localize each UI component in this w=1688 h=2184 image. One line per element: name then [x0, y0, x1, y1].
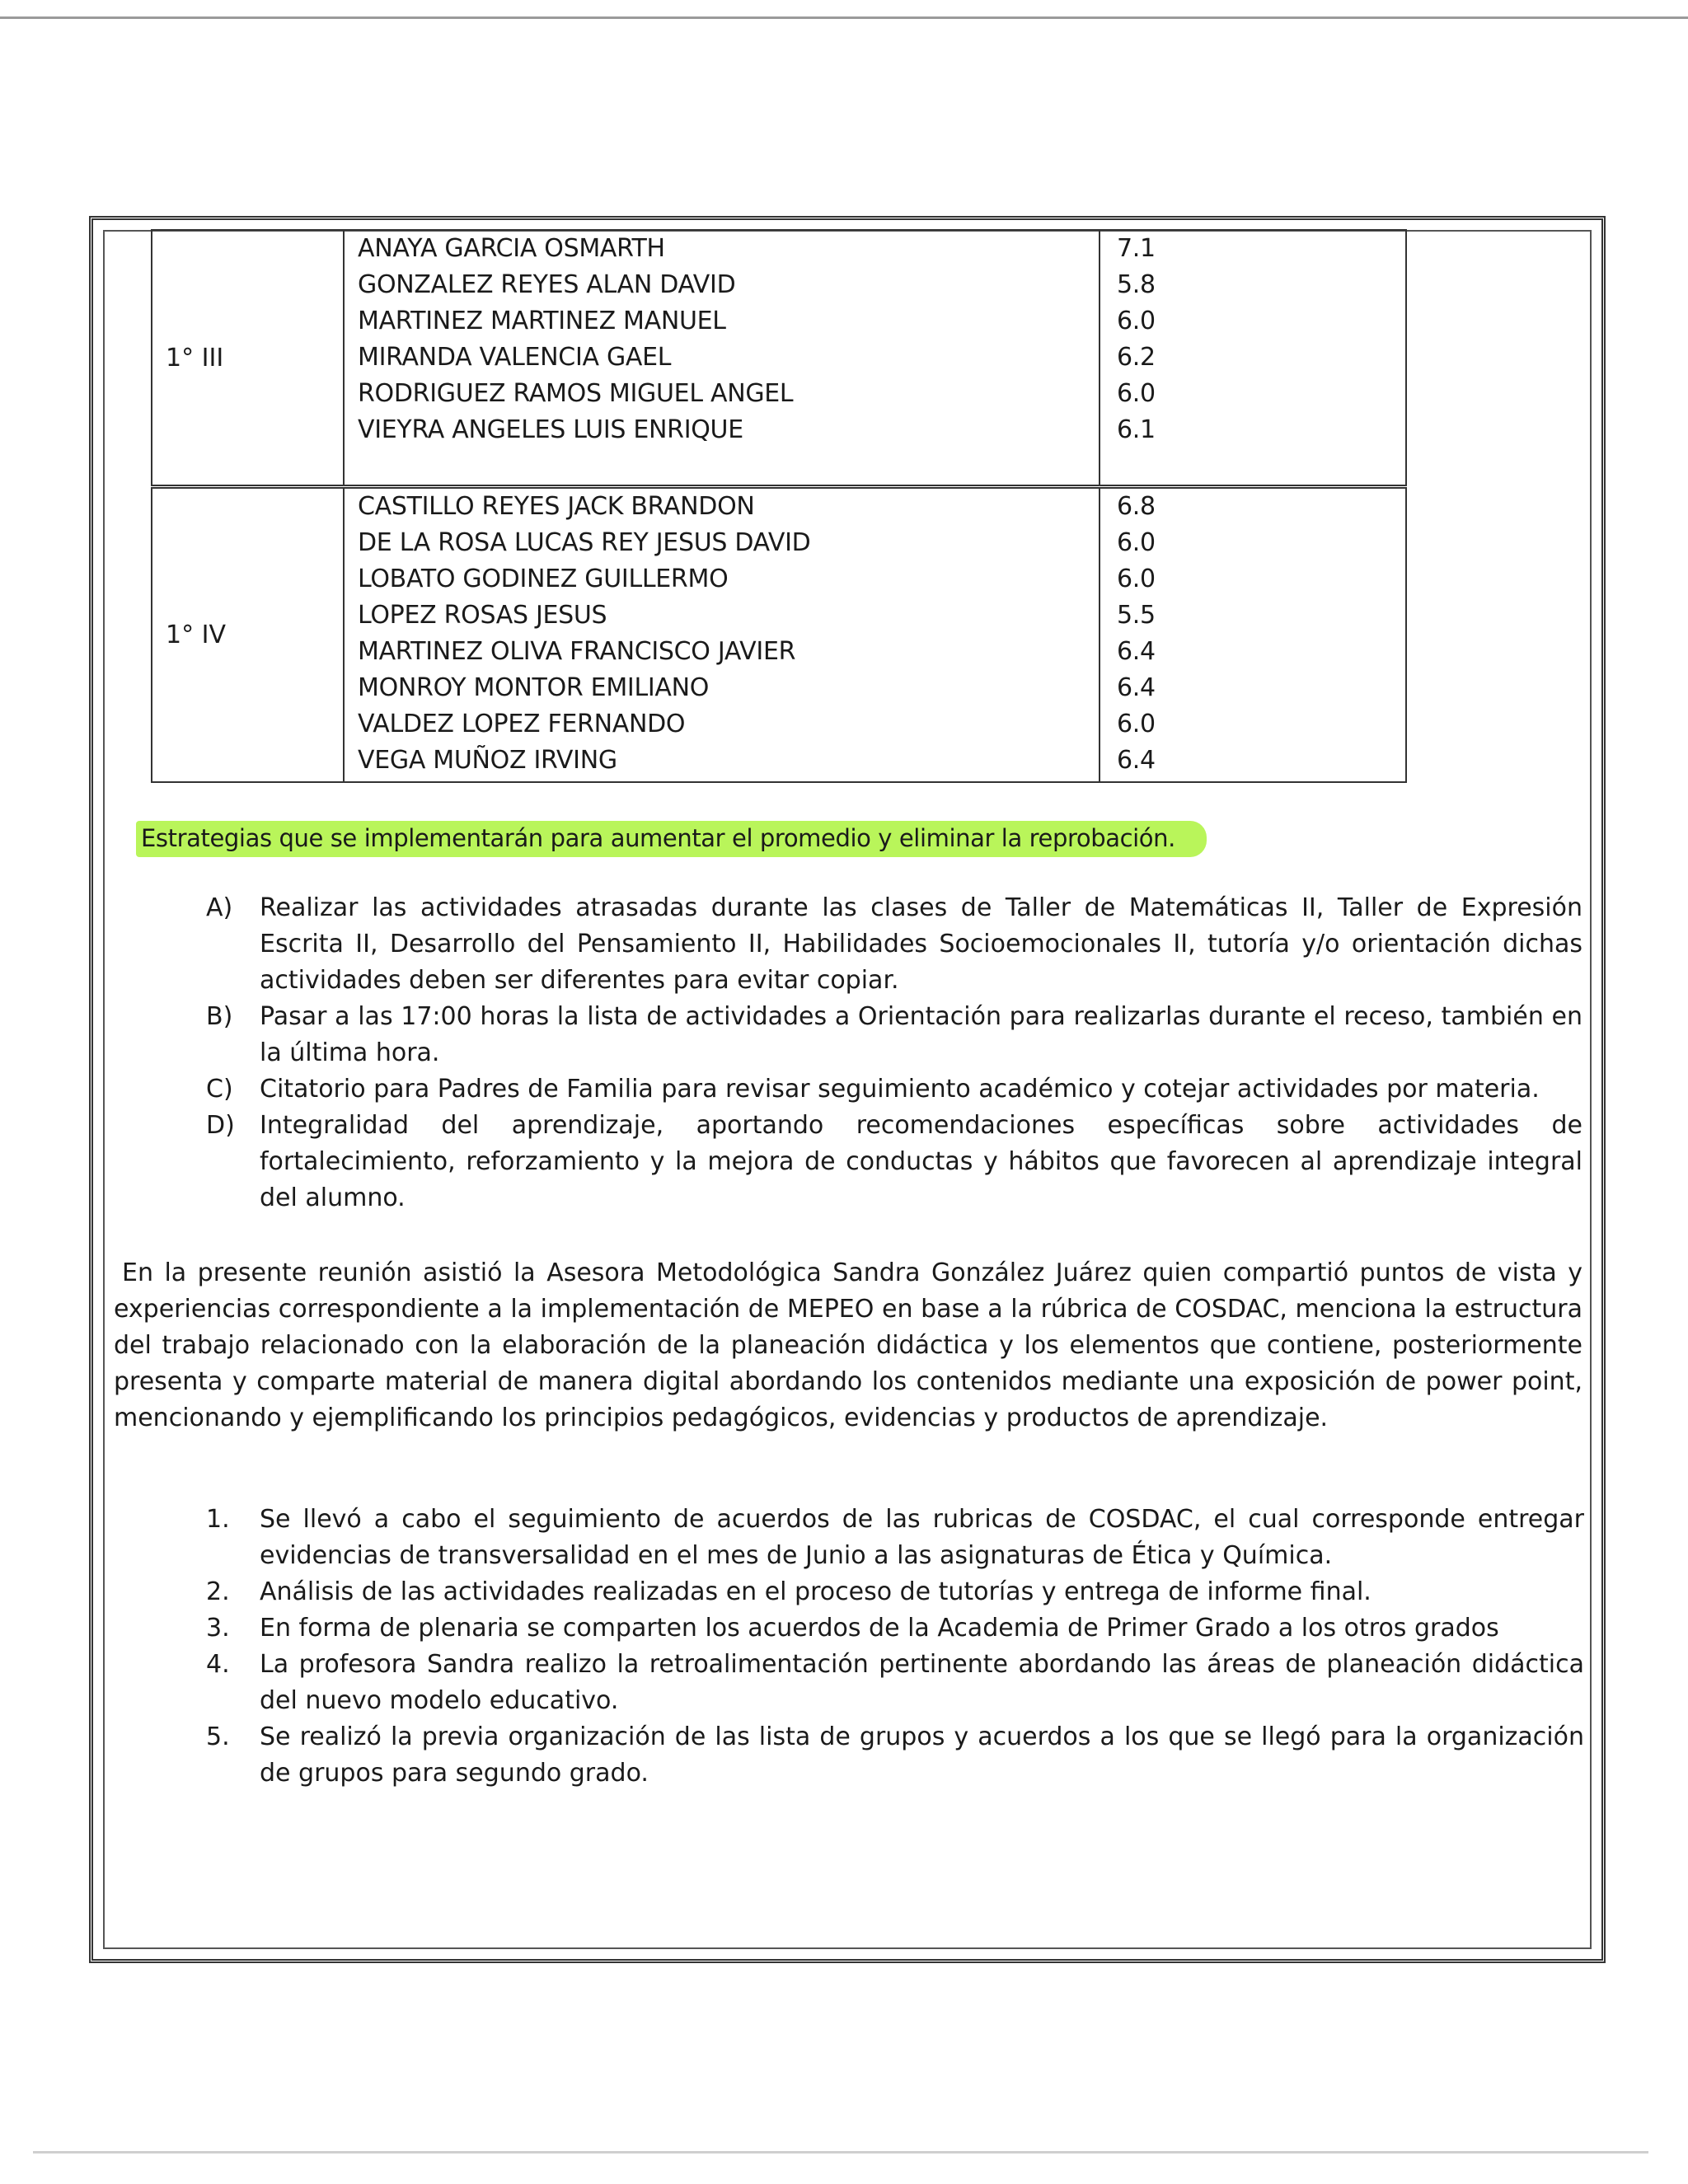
student-name: MIRANDA VALENCIA GAEL: [358, 343, 672, 372]
strategies-list: [206, 890, 1582, 1216]
student-grade: 6.0: [1117, 307, 1156, 335]
list-item: [206, 1719, 1584, 1792]
table-row: [152, 230, 1406, 485]
meeting-paragraph: En la presente reunión asistió la Asesora Metodológica Sandra González Juárez quien compartió puntos de vista y experiencias correspondiente a la implementación de MEPEO en base a la rúbrica de COSDAC, menciona la estructura del trabajo relacionado con la elaboración de la planeación didáctica y los elementos que contiene, posteriormente presenta y comparte material de manera digital abordando los contenidos mediante una exposición de power point, mencionando y ejemplificando los principios pedagógicos, evidencias y productos de aprendizaje.: [114, 1258, 1582, 1432]
item-marker: C): [206, 1075, 233, 1104]
student-name: LOPEZ ROSAS JESUS: [358, 601, 607, 630]
student-name: RODRIGUEZ RAMOS MIGUEL ANGEL: [358, 379, 794, 408]
item-marker: 5.: [206, 1722, 230, 1751]
grades-table-group-1: [151, 229, 1407, 486]
group-label: 1° III: [152, 230, 344, 485]
student-grade: 6.4: [1117, 746, 1156, 775]
student-grade: 6.4: [1117, 673, 1156, 702]
item-marker: B): [206, 1002, 233, 1031]
item-marker: D): [206, 1111, 235, 1140]
student-grades-cell: [1100, 230, 1406, 485]
student-grade: 6.1: [1117, 415, 1156, 444]
list-item: [206, 999, 1582, 1071]
group-label: 1° IV: [152, 488, 344, 782]
item-marker: 2.: [206, 1577, 230, 1606]
item-text: Se llevó a cabo el seguimiento de acuerdos de las rubricas de COSDAC, el cual corresponde entregar evidencias de transversalidad en el mes de Junio a las asignaturas de Ética y Química.: [260, 1505, 1584, 1570]
item-marker: 4.: [206, 1650, 230, 1679]
student-names-cell: [344, 230, 1100, 485]
student-grades-cell: [1100, 488, 1406, 782]
list-item: [206, 1502, 1584, 1574]
list-item: [206, 1610, 1584, 1647]
student-names-cell: [344, 488, 1100, 782]
item-marker: 1.: [206, 1505, 230, 1534]
student-name: DE LA ROSA LUCAS REY JESUS DAVID: [358, 528, 811, 557]
grades-table-group-2: [151, 487, 1407, 783]
item-text: Análisis de las actividades realizadas en el proceso de tutorías y entrega de informe final.: [260, 1577, 1372, 1606]
list-item: [206, 890, 1582, 999]
student-grade: 6.0: [1117, 528, 1156, 557]
scan-edge-top: [0, 16, 1688, 19]
item-text: En forma de plenaria se comparten los acuerdos de la Academia de Primer Grado a los otros grados: [260, 1614, 1499, 1643]
student-grade: 6.4: [1117, 637, 1156, 666]
student-grade: 6.0: [1117, 710, 1156, 738]
student-grade: 6.0: [1117, 565, 1156, 593]
student-name: VALDEZ LOPEZ FERNANDO: [358, 710, 686, 738]
list-item: [206, 1108, 1582, 1216]
student-name: MONROY MONTOR EMILIANO: [358, 673, 710, 702]
table-row: [152, 488, 1406, 782]
item-text: Se realizó la previa organización de las lista de grupos y acuerdos a los que se llegó para la organización de grupos para segundo grado.: [260, 1722, 1584, 1788]
item-marker: 3.: [206, 1614, 230, 1643]
student-grade: 7.1: [1117, 234, 1156, 263]
student-grade: 6.2: [1117, 343, 1156, 372]
item-text: Citatorio para Padres de Familia para revisar seguimiento académico y cotejar actividades por materia.: [260, 1075, 1540, 1104]
list-item: [206, 1647, 1584, 1719]
student-grade: 6.8: [1117, 492, 1156, 521]
item-text: Realizar las actividades atrasadas durante las clases de Taller de Matemáticas II, Taller de Expresión Escrita II, Desarrollo del Pensamiento II, Habilidades Socioemocionales II, tutoría y/o orientación dichas actividades deben ser diferentes para evitar copiar.: [260, 893, 1582, 995]
item-text: La profesora Sandra realizo la retroalimentación pertinente abordando las áreas de planeación didáctica del nuevo modelo educativo.: [260, 1650, 1584, 1715]
student-name: MARTINEZ OLIVA FRANCISCO JAVIER: [358, 637, 796, 666]
student-name: VEGA MUÑOZ IRVING: [358, 746, 617, 775]
list-item: [206, 1071, 1582, 1108]
student-name: ANAYA GARCIA OSMARTH: [358, 234, 665, 263]
item-marker: A): [206, 893, 233, 922]
item-text: Integralidad del aprendizaje, aportando recomendaciones específicas sobre actividades de fortalecimiento, reforzamiento y la mejora de conductas y hábitos que favorecen al aprendizaje integral del alumno.: [260, 1111, 1582, 1212]
agreements-list: [206, 1502, 1584, 1792]
student-name: VIEYRA ANGELES LUIS ENRIQUE: [358, 415, 743, 444]
list-item: [206, 1574, 1584, 1610]
student-name: MARTINEZ MARTINEZ MANUEL: [358, 307, 726, 335]
student-name: LOBATO GODINEZ GUILLERMO: [358, 565, 729, 593]
student-name: GONZALEZ REYES ALAN DAVID: [358, 270, 736, 299]
item-text: Pasar a las 17:00 horas la lista de actividades a Orientación para realizarlas durante el receso, también en la última hora.: [260, 1002, 1582, 1067]
strategies-heading: Estrategias que se implementarán para aumentar el promedio y eliminar la reprobación.: [136, 821, 1207, 857]
student-grade: 5.8: [1117, 270, 1156, 299]
student-grade: 5.5: [1117, 601, 1156, 630]
student-name: CASTILLO REYES JACK BRANDON: [358, 492, 755, 521]
scan-edge-bottom: [33, 2151, 1648, 2154]
student-grade: 6.0: [1117, 379, 1156, 408]
